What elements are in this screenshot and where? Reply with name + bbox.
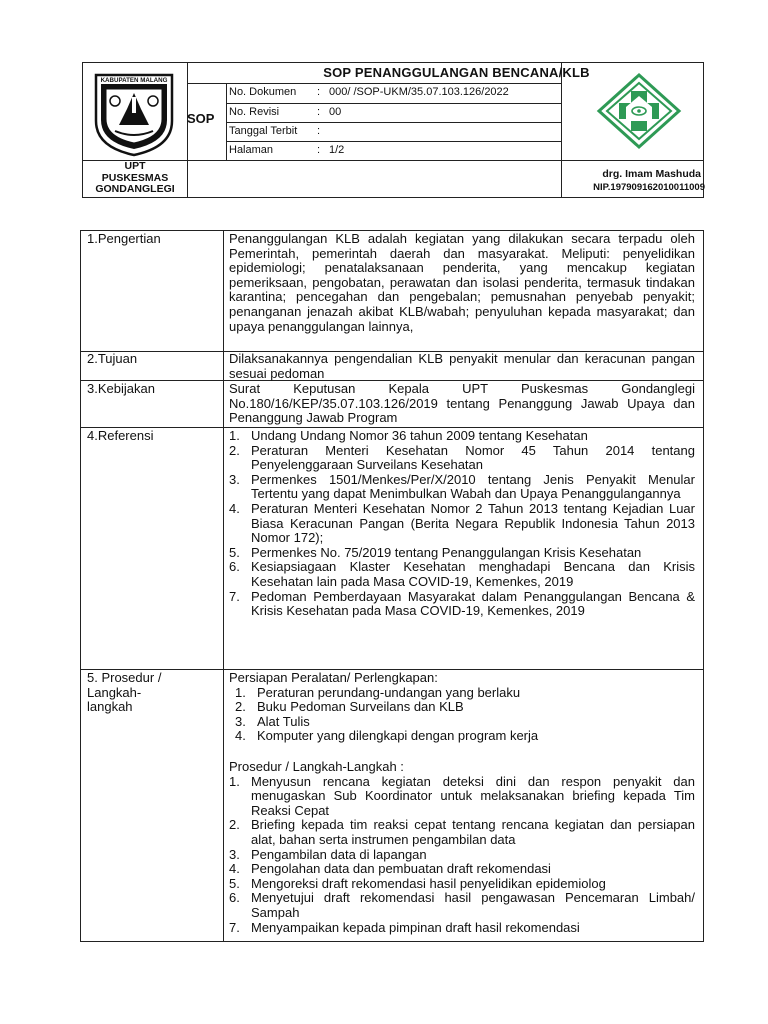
item-text: Pengolahan data dan pembuatan draft rekomendasi [251,861,551,877]
list-item [229,473,695,502]
meta-no-revisi [229,106,341,118]
item-number: 3. [235,713,246,729]
list-item [235,729,695,744]
item-number: 6. [229,559,240,575]
section-text-tujuan: Dilaksanakannya pengendalian KLB penyakit menular dan keracunan pangan sesuai pedoman [229,351,695,381]
meta-key: No. Revisi [229,106,280,118]
item-text: Permenkes No. 75/2019 tentang Penanggulangan Krisis Kesehatan [251,544,642,560]
sop-content-table [80,230,704,942]
list-item [229,921,695,936]
item-number: 5. [229,875,240,891]
sop-label: SOP [187,111,215,126]
header-divider [187,83,561,84]
section-text-kebijakan: Surat Keputusan Kepala UPT Puskesmas Gondanglegi No.180/16/KEP/35.07.103.126/2019 tentang Penanggung Jawab Upaya dan Penanggung Jawab Program [229,381,695,426]
list-item [229,429,695,444]
list-item [235,715,695,730]
item-number: 1. [229,428,240,443]
svg-text:KABUPATEN MALANG: KABUPATEN MALANG [100,77,168,84]
meta-sep: : [317,106,321,118]
meta-value: 000/ /SOP-UKM/35.07.103.126/2022 [329,86,509,98]
item-text: Buku Pedoman Surveilans dan KLB [257,699,464,715]
meta-sep: : [317,144,321,156]
header-divider [226,122,561,123]
meta-sep: : [317,86,321,98]
meta-key: Tanggal Terbit [229,125,298,137]
item-number: 3. [229,471,240,487]
item-number: 5. [229,544,240,560]
list-item [229,877,695,892]
item-text: Menyetujui draft rekomendasi hasil pengawasan Pencemaran Limbah/ Sampah [251,890,695,920]
meta-tanggal-terbit [229,125,329,137]
kabupaten-malang-logo [91,69,177,157]
document-header [82,62,704,198]
meta-value: 00 [329,106,342,118]
item-number: 1. [235,684,246,700]
section-label-referensi: 4.Referensi [87,428,154,443]
section-list-referensi [229,429,695,619]
item-text: Permenkes 1501/Menkes/Per/X/2010 tentang Jenis Penyakit Menular Tertentu yang dapat Menimbulkan Wabah dan Upaya Penanggulangannya [251,471,695,502]
organization-name [83,161,187,196]
list-item [229,891,695,920]
meta-key: No. Dokumen [229,86,297,98]
item-text: Komputer yang dilengkapi dengan program kerja [257,728,539,744]
section-label-kebijakan: 3.Kebijakan [87,381,155,396]
section-text-pengertian: Penanggulangan KLB adalah kegiatan yang dilakukan secara terpadu oleh Pemerintah, pemerintah daerah dan masyarakat. Meliputi: penyelidikan epidemiologi; penatalaksanaan penderita, yang mencakup kegiatan pemeriksaan, pengobatan, perawatan dan isolasi penderita, termasuk tindakan karantina; pencegahan dan pengebalan; pemusnahan penyebab penyakit; penanganan jenazah akibat KLB/wabah; penyuluhan kepada masyarakat; dan upaya penanggulangan lainnya, [229,231,695,334]
signer-name: drg. Imam Mashuda [602,168,701,180]
list-item [229,546,695,561]
list-item [235,700,695,715]
item-number: 7. [229,919,240,935]
header-divider [226,141,561,142]
item-text: Alat Tulis [257,713,310,729]
list-item [235,686,695,701]
item-text: Mengoreksi draft rekomendasi hasil penyelidikan epidemiolog [251,875,606,891]
item-text: Pedoman Pemberdayaan Masyarakat dalam Penanggulangan Bencana & Krisis Kesehatan pada Masa COVID-19, Kemenkes, 2019 [251,588,695,619]
meta-value: 1/2 [329,144,345,156]
section-content-prosedur [229,671,695,935]
meta-key: Halaman [229,144,274,156]
item-text: Menyusun rencana kegiatan deteksi dini dan respon penyakit dan menugaskan Sub Koordinator untuk melaksanakan briefing kepada Tim Reaksi Cepat [251,773,695,818]
item-text: Briefing kepada tim reaksi cepat tentang rencana kegiatan dan persiapan alat, bahan serta instrumen pengambilan data [251,817,695,847]
section-label-prosedur: 5. Prosedur / Langkah- langkah [87,670,162,715]
item-text: Peraturan perundang-undangan yang berlaku [257,684,521,700]
table-divider [223,231,224,942]
org-line: GONDANGLEGI [95,183,175,195]
meta-no-dokumen [229,86,509,98]
signer-block [561,167,705,195]
item-number: 6. [229,890,240,906]
header-divider [226,103,561,104]
list-item [229,848,695,863]
list-item [229,560,695,589]
list-item [229,818,695,847]
item-text: Menyampaikan kepada pimpinan draft hasil rekomendasi [251,919,580,935]
item-text: Peraturan Menteri Kesehatan Nomor 2 Tahun 2013 tentang Kejadian Luar Biasa Keracunan Pangan (Berita Negara Republik Indonesia Tahun 2013 Nomor 172); [251,500,695,546]
item-number: 4. [229,861,240,877]
section-label-tujuan: 2.Tujuan [87,351,138,366]
item-text: Kesiapsiagaan Klaster Kesehatan menghadapi Bencana dan Krisis Kesehatan lain pada Masa COVID-19, Kemenkes, 2019 [251,559,695,589]
item-text: Undang Undang Nomor 36 tahun 2009 tentang Kesehatan [251,428,588,443]
puskesmas-emblem-icon [595,71,683,151]
prep-heading: Persiapan Peralatan/ Perlengkapan: [229,670,438,685]
list-item [229,502,695,546]
item-number: 1. [229,773,240,789]
item-text: Pengambilan data di lapangan [251,846,427,862]
meta-sep: : [317,125,321,137]
list-item [229,775,695,819]
list-item [229,862,695,877]
item-number: 4. [229,500,240,516]
item-number: 2. [235,699,246,715]
item-number: 4. [235,728,246,744]
list-item [229,590,695,619]
signer-nip: NIP.197909162010011009 [593,182,705,193]
org-line: PUSKESMAS [101,171,169,184]
meta-halaman [229,144,344,156]
item-text: Peraturan Menteri Kesehatan Nomor 45 Tahun 2014 tentang Penyelenggaraan Surveilans Kesehatan [251,442,695,473]
document-title: SOP PENANGGULANGAN BENCANA/KLB [323,65,590,80]
section-label-pengertian: 1.Pengertian [87,231,161,246]
org-line: UPT [124,160,146,172]
item-number: 2. [229,817,240,833]
item-number: 3. [229,846,240,862]
steps-heading: Prosedur / Langkah-Langkah : [229,758,404,774]
item-number: 7. [229,588,240,604]
list-item [229,444,695,473]
item-number: 2. [229,442,240,458]
